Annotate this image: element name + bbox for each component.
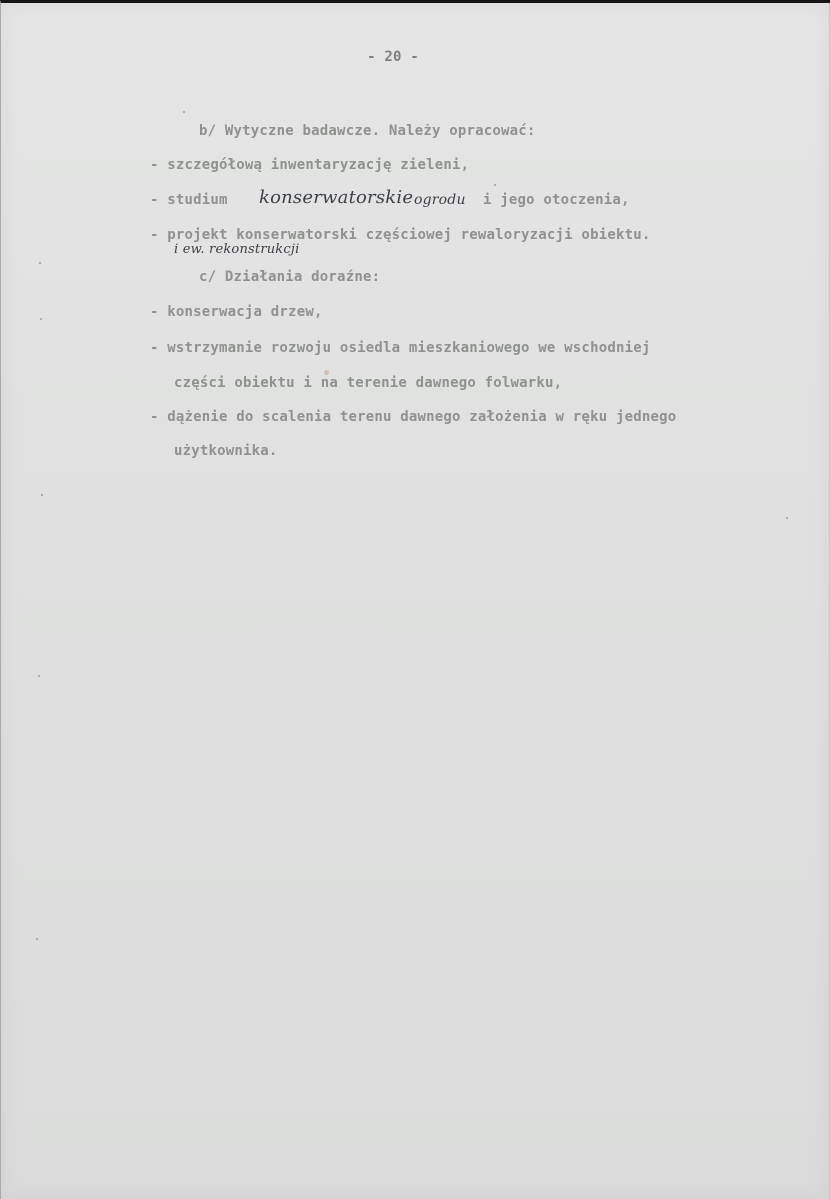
section-b-item-2-suffix: i jego otoczenia, bbox=[483, 192, 630, 208]
scan-speck bbox=[40, 318, 42, 320]
scan-speck bbox=[494, 184, 496, 186]
scan-speck bbox=[183, 111, 185, 113]
section-c-item-1: - konserwacja drzew, bbox=[150, 304, 323, 320]
section-b-item-2-prefix: - studium bbox=[150, 192, 228, 208]
scan-speck bbox=[39, 262, 41, 264]
scan-speck bbox=[41, 494, 43, 496]
scan-speck bbox=[786, 517, 788, 519]
section-b-item-1: - szczegółową inwentaryzację zieleni, bbox=[150, 157, 470, 173]
section-b-item-3: - projekt konserwatorski częściowej rewaloryzacji obiektu. bbox=[150, 227, 651, 243]
paper-stain bbox=[324, 370, 329, 375]
scan-speck bbox=[36, 938, 38, 940]
section-c-item-2-continuation: części obiektu i na terenie dawnego folwarku, bbox=[174, 375, 563, 391]
handwritten-rekonstrukcja-note: i ew. rekonstrukcji bbox=[174, 242, 300, 257]
handwritten-konserwatorskie: konserwatorskie bbox=[259, 187, 414, 208]
section-c-item-3-continuation: użytkownika. bbox=[174, 443, 278, 459]
paper-edge bbox=[1, 3, 830, 1199]
section-c-item-3: - dążenie do scalenia terenu dawnego założenia w ręku jednego bbox=[150, 409, 677, 425]
section-c-heading: c/ Działania doraźne: bbox=[199, 269, 381, 285]
page-number: - 20 - bbox=[367, 49, 419, 65]
handwritten-ogrodu: ogrodu bbox=[414, 192, 466, 208]
section-c-item-2: - wstrzymanie rozwoju osiedla mieszkaniowego we wschodniej bbox=[150, 340, 651, 356]
scan-speck bbox=[38, 675, 40, 677]
section-b-heading: b/ Wytyczne badawcze. Należy opracować: bbox=[199, 123, 536, 139]
